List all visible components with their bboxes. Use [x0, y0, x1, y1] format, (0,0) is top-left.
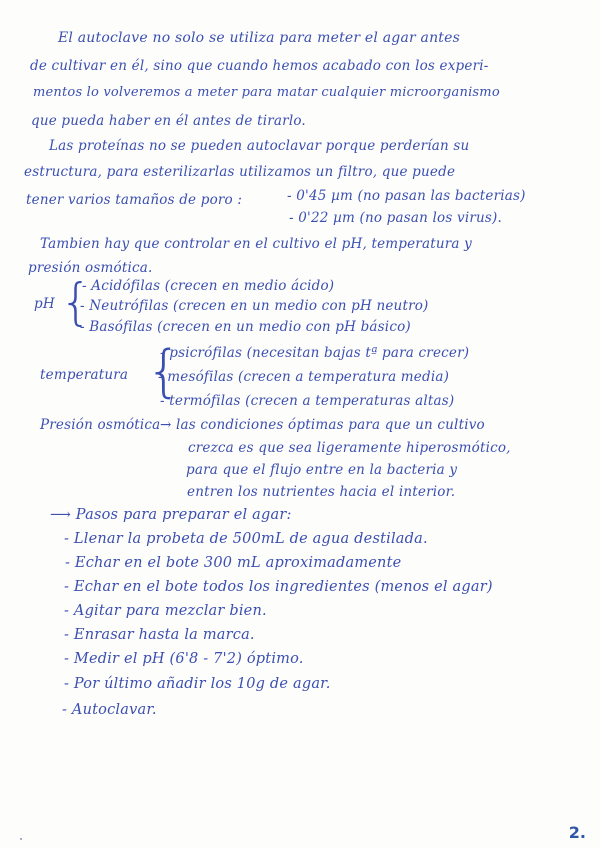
text-line: presión osmótica.	[28, 260, 153, 276]
text-line: de cultivar en él, sino que cuando hemos acabado con los experi-	[30, 58, 489, 74]
paso-item: - Por último añadir los 10g de agar.	[64, 676, 331, 692]
text-line: - 0'22 µm (no pasan los virus).	[289, 210, 502, 226]
temperatura-item: - mesófilas (crecen a temperatura media)	[158, 369, 450, 385]
ph-item: - Basófilas (crecen en un medio con pH básico)	[80, 319, 411, 335]
text-line: Tambien hay que controlar en el cultivo el pH, temperatura y	[40, 236, 472, 252]
presion-label: Presión osmótica	[40, 417, 161, 433]
brace: {	[60, 273, 92, 331]
text-line: Las proteínas no se pueden autoclavar porque perderían su	[49, 138, 470, 154]
presion-line: entren los nutrientes hacia el interior.	[187, 484, 456, 500]
temperatura-item: - termófilas (crecen a temperaturas altas)	[160, 393, 455, 409]
paso-item: - Autoclavar.	[62, 702, 157, 718]
text-line: que pueda haber en él antes de tirarlo.	[31, 113, 306, 129]
text-line: mentos lo volveremos a meter para matar cualquier microorganismo	[33, 85, 500, 100]
page-number: 2.	[568, 823, 586, 842]
temperatura-label: temperatura	[40, 367, 129, 383]
ph-item: - Neutrófilas (crecen en un medio con pH neutro)	[80, 298, 429, 314]
paso-item: - Agitar para mezclar bien.	[64, 603, 267, 619]
text-line: - 0'45 µm (no pasan las bacterias)	[287, 188, 526, 204]
paso-item: - Medir el pH (6'8 - 7'2) óptimo.	[64, 651, 304, 667]
paso-item: - Echar en el bote todos los ingredientes (menos el agar)	[64, 579, 493, 595]
brace: {	[146, 339, 182, 404]
pasos-heading: ⟶ Pasos para preparar el agar:	[50, 507, 292, 523]
presion-line: crezca es que sea ligeramente hiperosmótico,	[188, 440, 511, 456]
presion-line: → las condiciones óptimas para que un cultivo	[160, 417, 485, 433]
presion-line: para que el flujo entre en la bacteria y	[186, 462, 458, 478]
paso-item: - Echar en el bote 300 mL aproximadamente	[65, 555, 402, 571]
speck	[20, 838, 22, 840]
paso-item: - Llenar la probeta de 500mL de agua destilada.	[64, 531, 428, 547]
paso-item: - Enrasar hasta la marca.	[64, 627, 255, 643]
ph-label: pH	[34, 296, 55, 312]
text-line: estructura, para esterilizarlas utilizamos un filtro, que puede	[24, 164, 456, 180]
text-line: tener varios tamaños de poro :	[26, 192, 243, 208]
ph-item: - Acidófilas (crecen en medio ácido)	[82, 278, 335, 294]
temperatura-item: - psicrófilas (necesitan bajas tª para crecer)	[160, 345, 470, 361]
text-line: El autoclave no solo se utiliza para meter el agar antes	[58, 30, 460, 46]
